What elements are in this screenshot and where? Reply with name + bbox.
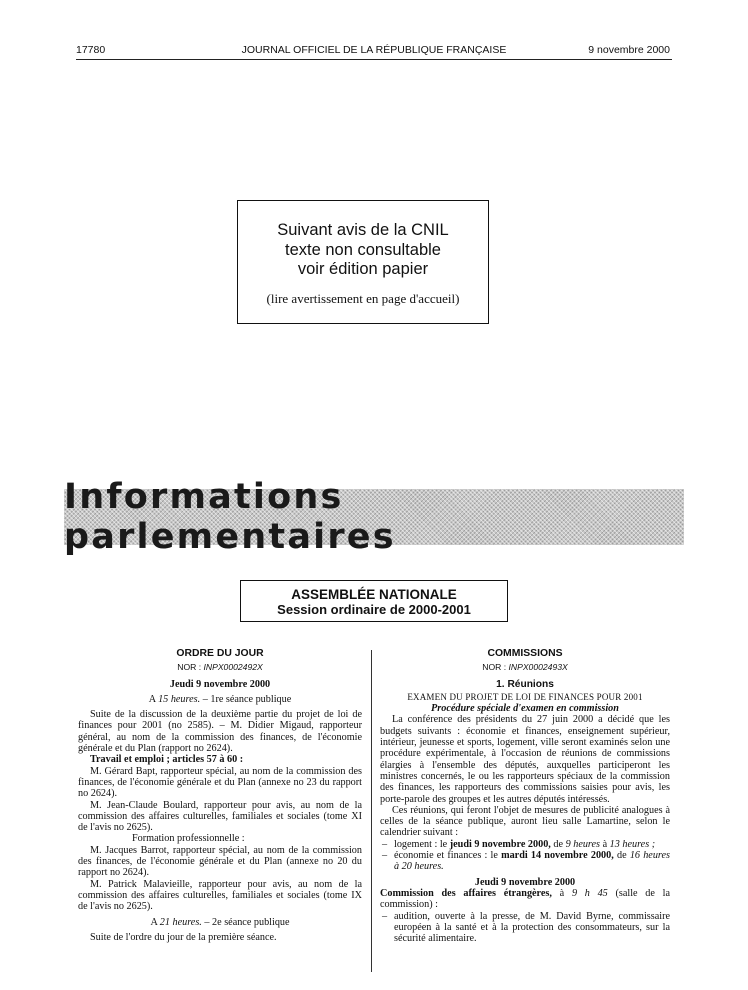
exam-title: EXAMEN DU PROJET DE LOI DE FINANCES POUR 2001 xyxy=(407,691,643,702)
nor-code: INPX0002493X xyxy=(508,662,568,673)
nor-reference xyxy=(78,662,362,673)
ordre-du-jour-heading: ORDRE DU JOUR xyxy=(176,648,264,659)
cnil-note: (lire avertissement en page d'accueil) xyxy=(266,290,460,306)
calendar-text: de xyxy=(550,838,566,850)
commission-time: 9 h 45 xyxy=(571,887,608,899)
commission-line xyxy=(380,888,670,911)
seance-1-prefix: A xyxy=(148,693,159,705)
procedure-heading: Procédure spéciale d'examen en commission xyxy=(431,703,619,715)
banner-title: Informations parlementaires xyxy=(64,477,396,557)
travail-heading: Travail et emploi ; articles 57 à 60 : xyxy=(90,754,244,766)
paragraph: Ces réunions, qui feront l'objet de mesures de publicité analogues à celles de la séance publique, auront lieu salle Lamartine, selon le calendrier suivant : xyxy=(380,804,670,839)
nor-label: NOR : xyxy=(177,662,204,673)
seance-1-text: – 1re séance publique xyxy=(200,693,292,705)
calendar-text: économie et finances : le xyxy=(394,850,502,862)
calendar-date: jeudi 9 novembre 2000, xyxy=(449,838,551,850)
paragraph: M. Jean-Claude Boulard, rapporteur pour avis, au nom de la commission des affaires culturelles, familiales et sociales (tome XI de l'avis no 2625). xyxy=(78,799,362,834)
commission-text: (salle de la commission) : xyxy=(380,887,671,911)
running-header xyxy=(0,0,748,60)
calendar-time: 9 heures xyxy=(565,838,601,850)
page-number: 17780 xyxy=(76,44,106,56)
calendar-item xyxy=(380,839,670,850)
paragraph: M. Jacques Barrot, rapporteur spécial, au nom de la commission des finances, de l'économie générale et du Plan (annexe no 20 du rapport no 2624). xyxy=(78,844,362,879)
day-heading: Jeudi 9 novembre 2000 xyxy=(169,678,271,690)
calendar-item xyxy=(380,850,670,873)
column-divider xyxy=(371,650,372,972)
calendar-time: 16 heures à 20 heures. xyxy=(394,850,670,873)
section-banner xyxy=(64,477,684,557)
session-title: Session ordinaire de 2000-2001 xyxy=(277,602,471,617)
calendar-text: logement : le xyxy=(394,838,450,850)
calendar-text: à xyxy=(600,838,610,850)
paragraph: M. Patrick Malavieille, rapporteur pour avis, au nom de la commission des affaires culturelles, familiales et sociales (tome IX de l'avis no 2625). xyxy=(78,878,362,913)
commissions-heading: COMMISSIONS xyxy=(487,648,563,659)
seance-1-line xyxy=(78,694,362,705)
calendar-text: de xyxy=(613,850,630,862)
commission-name: Commission des affaires étrangères, xyxy=(380,887,552,899)
paragraph: La conférence des présidents du 27 juin 2000 a décidé que les budgets suivants : économie et finances, enseignement supérieur, intérieur, jeunesse et sports, logement, ville seront examinés selon une procédure expérimentale, à l'occasion de réunions de commissions élargies à l'ensemble des députés, auxquelles participeront les ministres concernés, le ou les rapporteurs spéciaux de la commission des finances, les rapporteurs des commissions saisies pour avis, les porte-parole des groupes et les autres députés intéressés. xyxy=(380,714,670,805)
paragraph: Suite de la discussion de la deuxième partie du projet de loi de finances pour 2001 (no 2585). – M. Didier Migaud, rapporteur général, au nom de la commission des finances, de l'économie générale et du Plan (rapport no 2624). xyxy=(78,709,362,755)
seance-2-line xyxy=(78,917,362,928)
ordre-du-jour-column xyxy=(78,648,362,943)
seance-2-text: – 2e séance publique xyxy=(201,916,290,928)
day-heading: Jeudi 9 novembre 2000 xyxy=(474,876,576,888)
formation-heading: Formation professionnelle : xyxy=(132,833,245,845)
issue-date: 9 novembre 2000 xyxy=(588,44,670,56)
seance-2-prefix: A xyxy=(150,916,160,928)
nor-code: INPX0002492X xyxy=(203,662,263,673)
reunions-heading: 1. Réunions xyxy=(496,678,554,690)
cnil-line-2: texte non consultable xyxy=(285,240,441,259)
assemblee-title: ASSEMBLÉE NATIONALE xyxy=(291,587,457,602)
paragraph: M. Gérard Bapt, rapporteur spécial, au nom de la commission des finances, de l'économie générale et du Plan (annexe no 23 du rapport no 2624). xyxy=(78,765,362,800)
journal-title: JOURNAL OFFICIEL DE LA RÉPUBLIQUE FRANÇAISE xyxy=(241,44,507,56)
seance-2-time: 21 heures. xyxy=(159,916,202,928)
cnil-line-3: voir édition papier xyxy=(297,260,429,278)
cnil-line-1: Suivant avis de la CNIL xyxy=(277,221,449,239)
calendar-date: mardi 14 novembre 2000, xyxy=(501,850,614,862)
commissions-column xyxy=(380,648,670,944)
assemblee-box xyxy=(240,580,508,622)
commission-text: à xyxy=(551,887,572,899)
header-rule xyxy=(76,59,672,60)
seance-1-time: 15 heures. xyxy=(158,693,201,705)
nor-reference xyxy=(380,662,670,673)
nor-label: NOR : xyxy=(482,662,509,673)
calendar-time: 13 heures ; xyxy=(609,838,656,850)
agenda-item: – audition, ouverte à la presse, de M. David Byrne, commissaire européen à la santé et à la protection des consommateurs, sur la sécurité alimentaire. xyxy=(380,911,670,945)
paragraph: Suite de l'ordre du jour de la première séance. xyxy=(90,931,277,943)
cnil-notice-box xyxy=(237,200,489,324)
